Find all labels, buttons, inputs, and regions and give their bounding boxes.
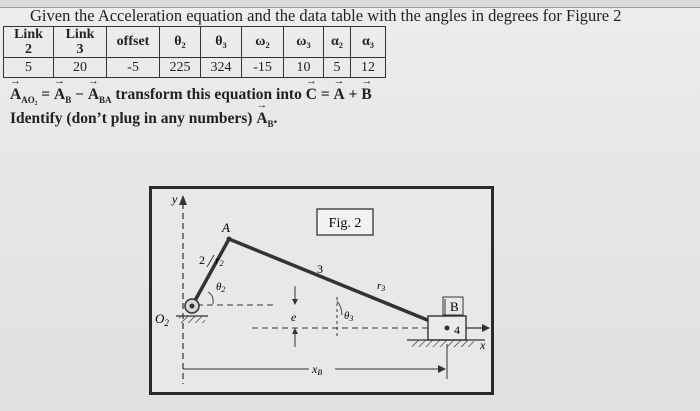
e-label: e <box>291 310 297 324</box>
vector-c: → C <box>306 86 317 104</box>
r2-label: r2 <box>215 253 224 268</box>
table-header-omega2: ω₂ <box>242 27 284 58</box>
vector-a: → A <box>334 86 345 104</box>
xb-arrowhead <box>438 365 446 373</box>
table-cell-omega3: 10 <box>284 58 324 78</box>
data-table <box>3 26 386 78</box>
vector-b: → B <box>361 86 371 104</box>
table-header-offset: offset <box>107 27 160 58</box>
joint-b <box>445 326 450 331</box>
vector-a-ba: → A <box>88 86 99 104</box>
ground-o2 <box>179 316 205 323</box>
table-header-link3: Link 3 <box>54 27 107 58</box>
b-label: B <box>450 299 459 314</box>
table-header-link2: Link 2 <box>4 27 54 58</box>
x-label: x <box>480 338 486 352</box>
theta3-label: θ3 <box>344 310 354 323</box>
r3-label: r3 <box>377 280 386 293</box>
theta3-arc <box>337 301 342 315</box>
mechanism-diagram <box>152 189 491 392</box>
table-cell-link2: 5 <box>4 58 54 78</box>
table-header-omega3: ω₃ <box>284 27 324 58</box>
table-cell-offset: -5 <box>107 58 160 78</box>
a-label: A <box>222 220 230 235</box>
table-cell-alpha2: 5 <box>324 58 351 78</box>
e-arrowhead-bottom <box>292 328 298 334</box>
acceleration-equation: → $A_{AO_2}$ = → $A_B$ − → $A_{BA}$ transform this equation into → C = → A + → B <box>10 86 372 105</box>
theta2-label: θ2 <box>216 281 226 294</box>
link-2 <box>192 239 229 306</box>
table-header-alpha2: α₂ <box>324 27 351 58</box>
figure-2-frame <box>149 186 494 395</box>
table-header-theta2: θ₂ <box>160 27 201 58</box>
table-cell-theta2: 225 <box>160 58 201 78</box>
table-header-theta3: θ₃ <box>201 27 242 58</box>
slider-ground <box>412 340 474 347</box>
slider-label: 4 <box>454 323 460 337</box>
link-3-label: 3 <box>317 262 323 276</box>
x-axis-arrow <box>482 324 490 332</box>
table-cell-omega2: -15 <box>242 58 284 78</box>
problem-heading: Given the Acceleration equation and the data table with the angles in degrees for Figure 2 <box>30 6 622 25</box>
joint-a <box>227 237 232 242</box>
vector-a-b-target: → A <box>256 110 267 128</box>
fig-caption: Fig. 2 <box>328 216 362 231</box>
table-header-alpha3: α₃ <box>351 27 386 58</box>
link-3 <box>229 239 447 328</box>
table-cell-theta3: 324 <box>201 58 242 78</box>
table-header-row <box>4 27 386 58</box>
xb-label: xB <box>312 362 323 377</box>
table-cell-link3: 20 <box>54 58 107 78</box>
table-cell-alpha3: 12 <box>351 58 386 78</box>
pivot-o2-center <box>190 304 195 309</box>
o2-label: $O_2$ <box>155 311 169 328</box>
identify-instruction: Identify (don’t plug in any numbers) → $A_B$. <box>10 110 277 129</box>
y-axis-arrow <box>179 195 187 205</box>
theta2-arc <box>208 292 213 304</box>
y-label: y <box>172 192 178 206</box>
vector-a-b: → A <box>54 86 65 104</box>
vector-a-ao2: → A <box>10 86 21 104</box>
equation-instruction: transform this equation into <box>111 86 306 103</box>
e-arrowhead-top <box>292 299 298 305</box>
link-2-label: 2 <box>199 253 205 267</box>
